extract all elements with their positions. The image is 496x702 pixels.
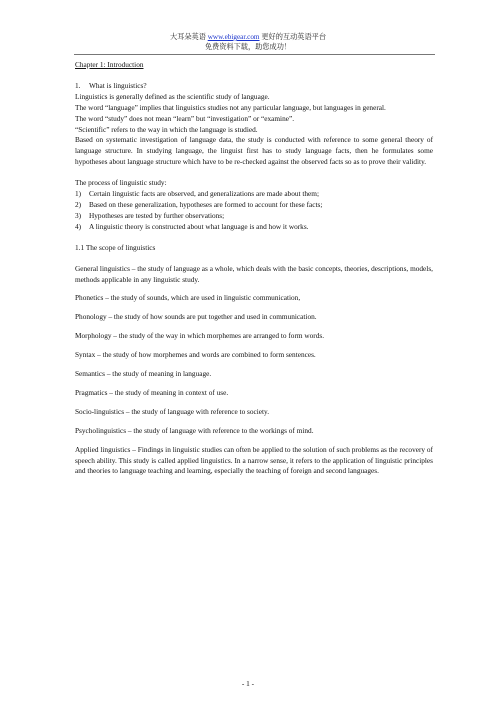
scope-item-phonology: Phonology – the study of how sounds are put together and used in communication. (75, 312, 317, 322)
process-steps (75, 189, 433, 233)
header-line-1 (0, 32, 496, 42)
scope-item-morphology: Morphology – the study of the way in which morphemes are arranged to form words. (75, 331, 325, 341)
step-number: 2) (75, 199, 82, 209)
process-step (75, 189, 433, 200)
step-text: Based on these generalization, hypotheses are formed to account for these facts; (89, 199, 323, 209)
step-text: Certain linguistic facts are observed, and generalizations are made about them; (89, 189, 319, 199)
language-line: The word “language” implies that linguistics studies not any particular language, but languages in general. (75, 102, 386, 112)
scope-item-syntax: Syntax – the study of how morphemes and words are combined to form sentences. (75, 350, 316, 360)
scope-heading: 1.1 The scope of linguistics (75, 242, 156, 252)
chapter-title: Chapter 1: Introduction (75, 60, 144, 69)
header-website-link[interactable]: www.ebigear.com (207, 33, 260, 41)
step-number: 4) (75, 221, 82, 231)
process-step (75, 200, 433, 211)
page-header (0, 32, 496, 52)
header-brand: 大耳朵英语 (169, 33, 208, 41)
step-number: 1) (75, 189, 82, 199)
scope-item-pragmatics: Pragmatics – the study of meaning in context of use. (75, 387, 229, 397)
scope-item-phonetics: Phonetics – the study of sounds, which are used in linguistic communication, (75, 293, 301, 303)
step-text: Hypotheses are tested by further observations; (89, 210, 225, 220)
step-text: A linguistic theory is constructed about what language is and how it works. (89, 221, 309, 231)
scope-item-socio-linguistics: Socio-linguistics – the study of language with reference to society. (75, 406, 270, 416)
process-step (75, 222, 433, 233)
process-step (75, 211, 433, 222)
scope-item-applied-linguistics: Applied linguistics – Findings in linguistic studies can often be applied to the solution of such problems as the recovery of speech ability. This study is called applied linguistics. In a narrow sense, it refers to the application of linguistic principles and theories to language teaching and learning, especially the teaching of foreign and second languages. (75, 444, 433, 476)
step-number: 3) (75, 210, 82, 220)
study-line: The word “study” does not mean “learn” but “investigation” or “examine”. (75, 113, 295, 123)
scope-item-psycholinguistics: Psycholinguistics – the study of language with reference to the workings of mind. (75, 425, 314, 435)
header-tagline: 更好的互动英语平台 (259, 33, 327, 41)
method-paragraph: Based on systematic investigation of language data, the study is conducted with reference to some general theory of language structure. In studying language, the linguist first has to study language facts, then he formulates some hypotheses about language structure which have to be re-checked against the observed facts so as to prove their validity. (75, 135, 433, 167)
page-number: - 1 - (241, 679, 255, 688)
section-number: 1. (75, 80, 81, 90)
process-heading: The process of linguistic study: (75, 178, 167, 188)
document-body (75, 60, 433, 477)
scientific-line: “Scientific” refers to the way in which the language is studied. (75, 124, 258, 134)
definition-line: Linguistics is generally defined as the scientific study of language. (75, 91, 270, 101)
scope-item-semantics: Semantics – the study of meaning in language. (75, 369, 212, 379)
header-divider (74, 54, 435, 55)
section-heading-what-is (75, 81, 433, 92)
header-line-2: 免费资料下载，助您成功！ (204, 43, 292, 51)
section-heading-text: What is linguistics? (89, 80, 147, 90)
scope-item-general-linguistics: General linguistics – the study of language as a whole, which deals with the basic concepts, theories, descriptions, models, methods applicable in any linguistic study. (75, 263, 433, 284)
